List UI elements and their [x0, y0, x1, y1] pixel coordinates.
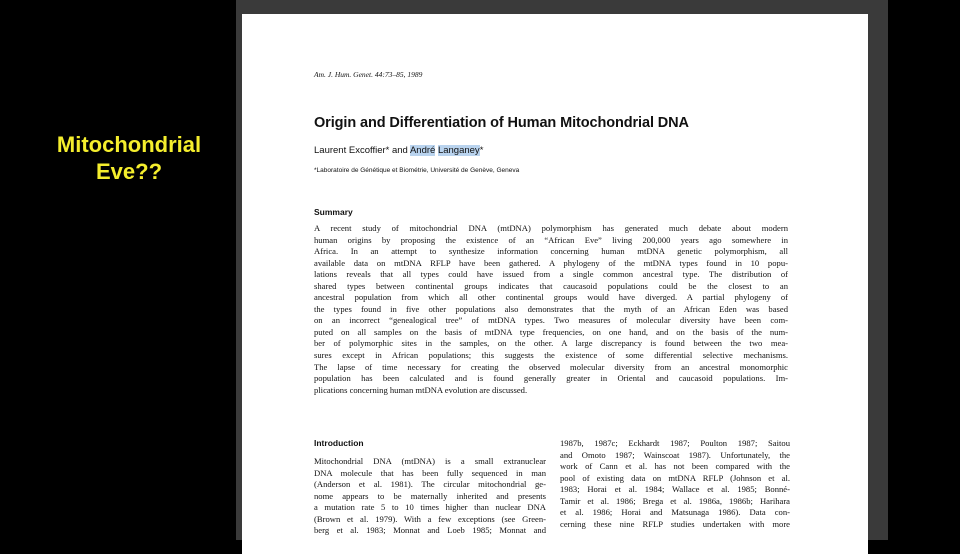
- intro-left-line: (Brown et al. 1979). With a few exceptions (see Green-: [314, 513, 546, 524]
- summary-line: on an incorrect “genealogical tree” of mtDNA types. Two measures of molecular diversity have been com-: [314, 315, 788, 326]
- slide-title-line-2: Eve??: [95, 159, 163, 184]
- summary-line: sures except in African populations; this suggests the existence of some differential selective mechanisms.: [314, 350, 788, 361]
- author-langaney-highlighted[interactable]: Langaney: [437, 145, 480, 156]
- summary-line: lations reveals that all types could have issued from a single common ancestral type. The distribution of: [314, 269, 788, 280]
- intro-left-line: (Anderson et al. 1981). The circular mitochondrial ge-: [314, 479, 546, 490]
- author-excoffier: Laurent Excoffier*: [314, 145, 390, 156]
- intro-right-line: et al. 1986; Horai and Matsunaga 1986). Data con-: [560, 507, 790, 518]
- intro-right-line: cerning these nine RFLP studies undertaken with more: [560, 518, 790, 529]
- intro-left-line: a mutation rate 5 to 10 times higher than nuclear DNA: [314, 502, 546, 513]
- slide-title: [34, 131, 224, 185]
- summary-line: A recent study of mitochondrial DNA (mtDNA) polymorphism has generated much debate about modern: [314, 223, 788, 233]
- introduction-left-column: [314, 456, 546, 537]
- summary-line: puted on all samples on the basis of mtDNA type frequencies, on one hand, and on the basis of the num-: [314, 326, 788, 337]
- intro-right-line: Tamir et al. 1986; Brega et al. 1986a, 1986b; Harihara: [560, 495, 790, 506]
- summary-line: plications concerning human mtDNA evolution are discussed.: [314, 384, 528, 395]
- intro-left-line: Mitochondrial DNA (mtDNA) is a small extranuclear: [314, 456, 546, 466]
- summary-line: Africa. In an attempt to synthesize information concerning human mtDNA genetic polymorphism, all: [314, 246, 788, 257]
- summary-line: shared types between continental groups indicates that caucasoid populations could be the closest to an: [314, 280, 788, 291]
- intro-right-line: pool of existing data on mtDNA RFLP (Johnson et al.: [560, 472, 790, 483]
- summary-line: human origins by proposing the existence of an “African Eve” living 200,000 years ago somewhere in: [314, 234, 788, 245]
- author-separator: and: [389, 145, 410, 156]
- summary-line: available data on mtDNA RFLP have been gathered. A phylogeny of the mtDNA types found in 10 popu-: [314, 257, 788, 268]
- introduction-right-column: [560, 438, 790, 530]
- intro-right-line: work of Cann et al. has not been compared with the: [560, 461, 790, 472]
- summary-line: the types found in five other populations also demonstrates that the myth of an African Eden was based: [314, 303, 788, 314]
- summary-line: The lapse of time necessary for creating the observed molecular diversity from an ancestral monomorphic: [314, 361, 788, 372]
- summary-body: [314, 223, 788, 396]
- intro-left-line: berg et al. 1983; Monnat and Loeb 1985; Monnat and: [314, 525, 546, 536]
- intro-right-line: 1987b, 1987c; Eckhardt 1987; Poulton 1987; Saitou: [560, 438, 790, 448]
- introduction-heading: Introduction: [314, 438, 364, 448]
- summary-heading: Summary: [314, 207, 353, 217]
- slide-title-line-1: Mitochondrial: [56, 132, 202, 157]
- intro-right-line: 1983; Horai et al. 1984; Wallace et al. 1985; Bonné-: [560, 484, 790, 495]
- paper-title: Origin and Differentiation of Human Mitochondrial DNA: [314, 115, 689, 131]
- intro-left-line: nome appears to be maternally inherited and presents: [314, 490, 546, 501]
- summary-line: ber of polymorphic sites in the samples, on the other. A large discrepancy is found between the two mea-: [314, 338, 788, 349]
- document-page: [242, 14, 868, 554]
- affiliation: *Laboratoire de Génétique et Biométrie, Université de Genève, Geneva: [314, 167, 520, 174]
- intro-left-line: DNA molecule that has been fully sequenced in man: [314, 467, 546, 478]
- author-line: [314, 145, 483, 156]
- journal-citation: Am. J. Hum. Genet. 44:73–85, 1989: [314, 70, 423, 79]
- summary-line: ancestral population from which all other continental groups would have diverged. A partial phylogeny of: [314, 292, 788, 303]
- intro-right-line: and Omoto 1987; Wainscoat 1987). Unfortunately, the: [560, 449, 790, 460]
- author-andre-highlighted[interactable]: André: [409, 145, 436, 156]
- summary-line: population has been calculated and is found generally greater in Oriental and caucasoid populations. Im-: [314, 373, 788, 384]
- author-affiliation-mark: *: [479, 145, 484, 156]
